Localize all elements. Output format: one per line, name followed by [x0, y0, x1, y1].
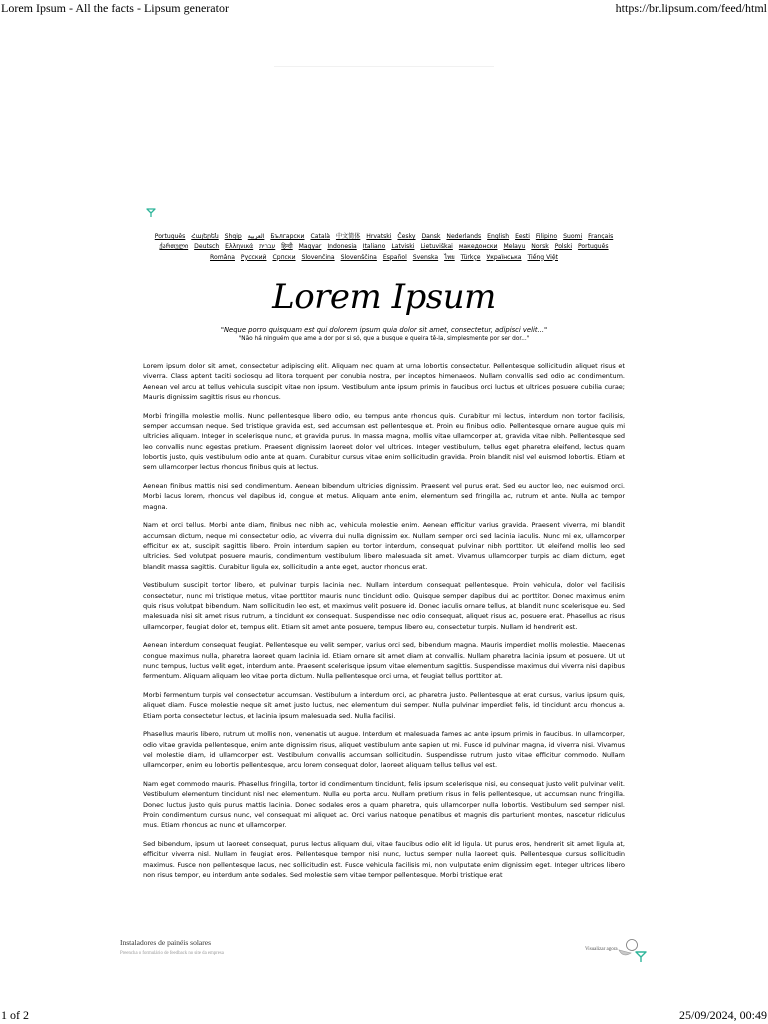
- language-link[interactable]: македонски: [458, 243, 498, 251]
- lorem-paragraphs: [143, 361, 625, 880]
- language-link[interactable]: Українська: [486, 253, 522, 261]
- ad-description: Preencha o formulário de feedback no site da empresa: [120, 951, 224, 956]
- language-link[interactable]: Português: [154, 233, 186, 240]
- print-header: [0, 0, 768, 16]
- paragraph: Sed bibendum, ipsum ut laoreet consequat, purus lectus aliquam dui, vitae faucibus odio elit id ligula. Ut purus eros, hendrerit sit amet ligula at, efficitur viverra nisl. Nullam in feugiat eros. Pellentesque tempor nisi nunc, luctus semper nulla laoreet quis. Pellentesque cursus sollicitudin maximus. Fusce non pellentesque lacus, nec sollicitudin est. Fusce vehicula facilisis mi, non vulputate enim dignissim eget. Integer ultrices libero non risus tempor, eu interdum ante sodales. Sed molestie sem vitae tempor pellentesque. Morbi tristique erat: [143, 839, 625, 879]
- paragraph: Vestibulum suscipit tortor libero, et pulvinar turpis lacinia nec. Nullam interdum consequat pellentesque. Proin vehicula, dolor vel facilisis consectetur, nunc mi tristique metus, vitae porttitor mauris nunc tincidunt odio. Quisque semper dapibus dui ac porttitor. Donec maximus enim quis risus volutpat bibendum. Nam sollicitudin leo est, et maximus velit posuere id. Donec iaculis ornare tellus, at blandit nunc scelerisque eu. Sed malesuada nisi sit amet risus rutrum, a tincidunt ex consequat. Suspendisse nec odio consequat, aliquet risus ac, posuere erat. Phasellus ac risus ullamcorper, feugiat dolor et, tempus elit. Etiam sit amet ante posuere, tempus libero eu, consectetur turpis. Nullam id hendrerit est.: [143, 581, 625, 631]
- paragraph: Phasellus mauris libero, rutrum ut mollis non, venenatis ut augue. Interdum et malesuada fames ac ante ipsum primis in faucibus. In ullamcorper, odio vitae gravida pellentesque, enim ante dignissim risus, aliquet vestibulum ante sapien ut mi. Fusce id pulvinar magna, id viverra nisi. Vivamus vel molestie diam, id ullamcorper est. Vestibulum convallis accumsan sollicitudin. Suspendisse rutrum justo vitae efficitur commodo. Nullam ullamcorper, enim eu lobortis pellentesque, arcu lorem consequat dolor, laoreet aliquam tellus tellus vel est.: [143, 730, 625, 770]
- language-link[interactable]: Հայերեն: [191, 233, 219, 240]
- print-url: https://br.lipsum.com/feed/html: [615, 1, 767, 15]
- print-datetime: 25/09/2024, 00:49: [678, 1008, 767, 1022]
- ad-title[interactable]: Instaladores de painéis solares: [120, 938, 212, 947]
- language-link[interactable]: English: [487, 233, 510, 240]
- quote-translation: "Não há ninguém que ame a dor por si só, que a busque e queira tê-la, simplesmente por ser dor...": [238, 335, 530, 342]
- language-link[interactable]: Norsk: [531, 243, 549, 251]
- language-link[interactable]: Italiano: [362, 243, 386, 251]
- language-link[interactable]: Magyar: [298, 243, 322, 251]
- language-link[interactable]: Português: [577, 243, 609, 251]
- language-link[interactable]: Filipino: [535, 233, 558, 240]
- language-link[interactable]: Polski: [554, 243, 573, 251]
- adchoices-icon[interactable]: [146, 208, 156, 218]
- language-link[interactable]: Nederlands: [446, 233, 482, 240]
- main-content: [143, 232, 625, 888]
- language-link[interactable]: Català: [310, 233, 331, 240]
- adchoices-icon[interactable]: [635, 951, 647, 963]
- paragraph: Aenean finibus mattis nisi sed condimentum. Aenean bibendum ultricies dignissim. Praesent vel purus erat. Sed eu auctor leo, nec euismod orci. Morbi lacus lorem, rhoncus vel dapibus id, congue et metus. Aliquam ante enim, elementum sed fringilla ac, rutrum et ante. Nulla ac tempor magna.: [143, 481, 625, 511]
- language-link[interactable]: Lietuviškai: [420, 243, 453, 251]
- print-page-title: Lorem Ipsum - All the facts - Lipsum generator: [1, 1, 229, 15]
- language-link[interactable]: עברית: [259, 243, 276, 251]
- ad-cta-button[interactable]: Visualizar agora: [585, 947, 618, 952]
- language-link[interactable]: Eesti: [515, 233, 530, 240]
- language-link[interactable]: Español: [382, 253, 407, 261]
- language-link[interactable]: Dansk: [421, 233, 441, 240]
- language-link[interactable]: ქართული: [159, 243, 189, 251]
- language-link[interactable]: Српски: [272, 253, 296, 261]
- language-link[interactable]: العربية: [247, 233, 265, 240]
- bottom-ad-banner[interactable]: [120, 938, 650, 978]
- paragraph: Nam eget commodo mauris. Phasellus fringilla, tortor id condimentum tincidunt, felis ipsum scelerisque nisi, eu consequat justo velit pulvinar velit. Vestibulum elementum tincidunt nisl nec elementum. Nulla eu porta arcu. Nullam pretium risus in felis pellentesque, ut accumsan nunc fringilla. Donec luctus justo quis purus mattis lacinia. Donec sodales eros a quam pharetra, quis ullamcorper nulla lobortis. Vestibulum sed semper nisl. Proin condimentum cursus nunc, vel consequat mi aliquet ac. Orci varius natoque penatibus et magnis dis parturient montes, nascetur ridiculus mus. Etiam rhoncus ac nunc et ullamcorper.: [143, 779, 625, 830]
- language-link[interactable]: Indonesia: [327, 243, 357, 251]
- language-link[interactable]: Slovenčina: [301, 253, 335, 261]
- language-link[interactable]: Hrvatski: [366, 233, 392, 240]
- paragraph: Nam et orci tellus. Morbi ante diam, finibus nec nibh ac, vehicula molestie enim. Aenean efficitur varius gravida. Praesent viverra, mi blandit accumsan dictum, neque mi consectetur odio, ac viverra dui nulla dignissim ex. Nullam semper orci sed lacinia iaculis. Nunc mi ex, ullamcorper efficitur ex at, suscipit sagittis libero. Proin interdum sapien eu tortor interdum, consequat pulvinar nibh porttitor. Ut eleifend mollis leo sed ultricies. Sed volutpat posuere mauris, condimentum vestibulum libero malesuada sit amet. Vivamus ullamcorper turpis ac diam dictum, eget blandit massa sagittis. Curabitur ligula ex, sollicitudin a ante eget, auctor rhoncus erat.: [143, 521, 625, 571]
- language-link[interactable]: Français: [588, 233, 614, 240]
- language-link[interactable]: Tiếng Việt: [527, 253, 558, 261]
- print-page-number: 1 of 2: [1, 1008, 29, 1022]
- paragraph: Morbi fringilla molestie mollis. Nunc pellentesque libero odio, eu tempus ante rhoncus quis. Curabitur mi lectus, interdum non tortor facilisis, semper accumsan neque. Sed tristique gravida est, sed accumsan est pellentesque et. Proin eu finibus odio. Pellentesque ornare augue quis mi ultricies aliquam. Integer in scelerisque nunc, et gravida purus. In massa magna, mollis vitae ullamcorper at, gravida vitae nibh. Pellentesque sed leo convallis nunc egestas pretium. Praesent dignissim laoreet dolor vel ultrices. Integer vestibulum, tellus eget pharetra eleifend, lectus quam lobortis justo, quis vestibulum odio ante at quam. Curabitur cursus vitae enim sollicitudin gravida. Proin blandit nisl vel euismod lobortis. Etiam et sem ullamcorper lectus rhoncus finibus quis at lectus.: [143, 411, 625, 472]
- language-link[interactable]: Slovenščina: [340, 253, 377, 261]
- language-link[interactable]: Shqip: [224, 233, 242, 240]
- language-links: [143, 232, 625, 263]
- language-link[interactable]: हिन्दी: [281, 243, 293, 251]
- language-link[interactable]: Česky: [397, 233, 416, 240]
- paragraph: Lorem ipsum dolor sit amet, consectetur adipiscing elit. Aliquam nec quam at urna lobortis consectetur. Pellentesque sollicitudin aliquet risus et viverra. Class aptent taciti sociosqu ad litora torquent per conubia nostra, per inceptos himenaeos. Nullam convallis sed odio ac condimentum. Aenean vel arcu at tellus vehicula suscipit vitae non ipsum. Vestibulum ante ipsum primis in faucibus orci luctus et ultrices posuere cubilia curae; Mauris dignissim sagittis risus eu rhoncus.: [143, 361, 625, 401]
- paragraph: Aenean interdum consequat feugiat. Pellentesque eu velit semper, varius orci sed, bibendum magna. Mauris imperdiet mollis molestie. Maecenas congue maximus nulla, pharetra laoreet quam lacinia id. Etiam ornare sit amet diam at convallis. Nullam pharetra lacinia ipsum et posuere. Ut ut nunc tempus, luctus velit eget, interdum ante. Praesent scelerisque ipsum vitae elementum sagittis. Suspendisse maximus dui viverra nisi dapibus fermentum. Aliquam aliquam leo vitae porta dictum. Nulla pellentesque orci urna, et feugiat tellus porttitor at.: [143, 641, 625, 681]
- language-link[interactable]: Româna: [210, 253, 235, 261]
- language-link[interactable]: 中文简体: [335, 233, 361, 240]
- language-link[interactable]: Suomi: [563, 233, 583, 240]
- lorem-ipsum-logo: Lorem Ipsum: [272, 276, 496, 317]
- top-ad-placeholder: [274, 66, 494, 67]
- language-link[interactable]: Deutsch: [194, 243, 220, 251]
- language-link[interactable]: Pyccкий: [240, 253, 267, 261]
- language-link[interactable]: ไทย: [444, 253, 455, 261]
- language-link[interactable]: Latviski: [391, 243, 415, 251]
- language-link[interactable]: Ελληνικά: [225, 243, 254, 251]
- language-link[interactable]: Melayu: [503, 243, 526, 251]
- quote: "Neque porro quisquam est qui dolorem ipsum quia dolor sit amet, consectetur, adipisci velit...": [220, 325, 548, 334]
- language-link[interactable]: Türkçe: [460, 253, 481, 261]
- print-footer: [0, 1008, 768, 1024]
- language-link[interactable]: Български: [270, 233, 305, 240]
- paragraph: Morbi fermentum turpis vel consectetur accumsan. Vestibulum a interdum orci, ac pharetra justo. Pellentesque at erat cursus, varius ipsum quis, aliquet diam. Fusce molestie neque sit amet justo luctus, nec elementum dui semper. Nulla pulvinar imperdiet felis, id tincidunt arcu rhoncus a. Etiam porta consectetur lectus, et lacinia ipsum malesuada sed. Nulla facilisi.: [143, 690, 625, 720]
- language-link[interactable]: Svenska: [412, 253, 439, 261]
